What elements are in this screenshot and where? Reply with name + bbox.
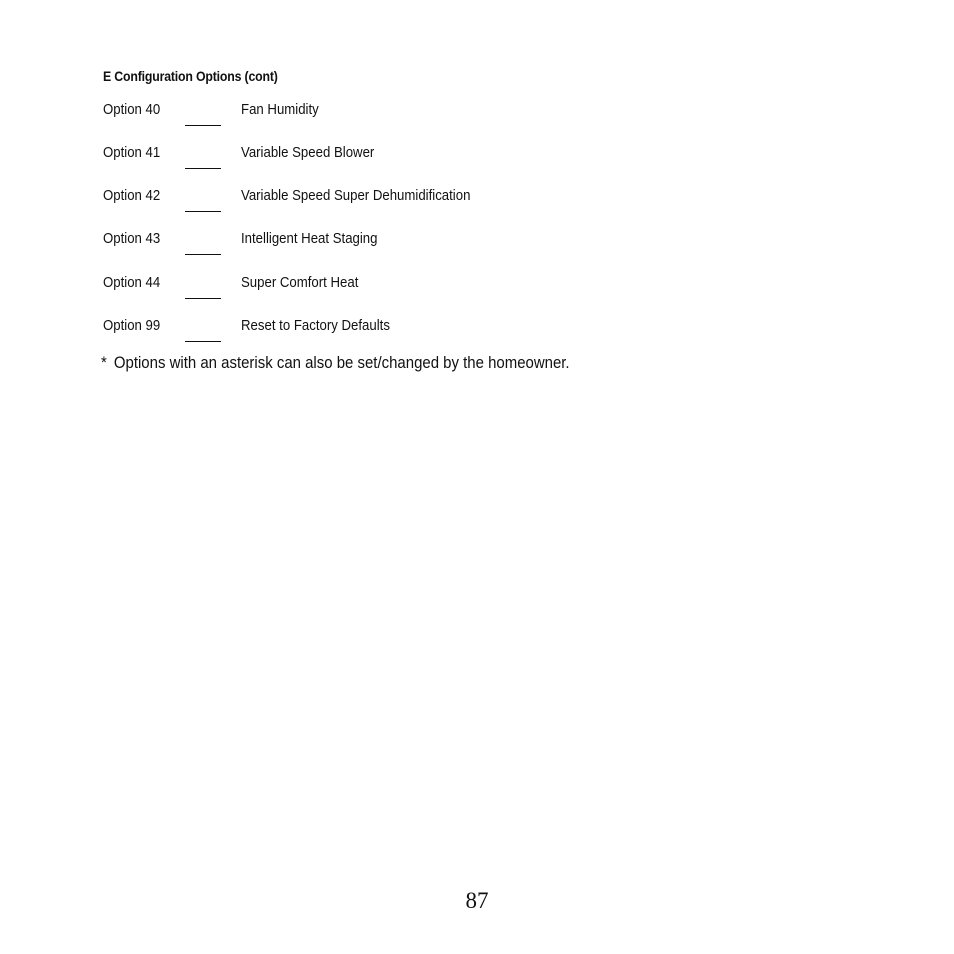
- option-label: Option 43: [103, 230, 161, 247]
- footnote-text: Options with an asterisk can also be set/changed by the homeowner.: [113, 353, 570, 372]
- option-description: Intelligent Heat Staging: [241, 230, 378, 247]
- option-label: Option 44: [103, 274, 161, 291]
- option-row-40: [0, 101, 954, 144]
- option-description: Reset to Factory Defaults: [241, 317, 390, 334]
- option-blank-line: [185, 211, 221, 212]
- option-blank-line: [185, 168, 221, 169]
- footnote: [101, 353, 570, 373]
- page-number: 87: [465, 888, 489, 913]
- option-label: Option 40: [103, 101, 161, 118]
- option-label: Option 41: [103, 144, 161, 161]
- option-row-42: [0, 187, 954, 230]
- option-label: Option 42: [103, 187, 161, 204]
- option-description: Variable Speed Blower: [241, 144, 375, 161]
- option-label: Option 99: [103, 317, 161, 334]
- option-description: Variable Speed Super Dehumidification: [241, 187, 471, 204]
- option-row-43: [0, 230, 954, 273]
- option-row-44: [0, 274, 954, 317]
- option-blank-line: [185, 254, 221, 255]
- option-blank-line: [185, 125, 221, 126]
- option-blank-line: [185, 298, 221, 299]
- option-description: Fan Humidity: [241, 101, 319, 118]
- option-row-41: [0, 144, 954, 187]
- option-blank-line: [185, 341, 221, 342]
- asterisk-marker: *: [101, 353, 107, 372]
- option-description: Super Comfort Heat: [241, 274, 359, 291]
- section-title: E Configuration Options (cont): [103, 68, 278, 84]
